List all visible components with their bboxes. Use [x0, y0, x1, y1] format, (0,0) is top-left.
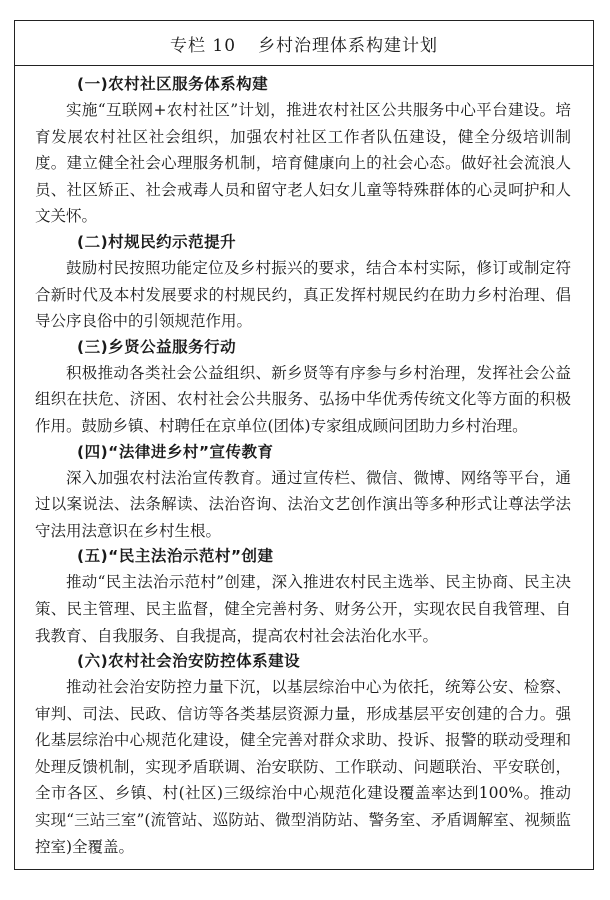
section-body: 推动“民主法治示范村”创建，深入推进农村民主选举、民主协商、民主决策、民主管理、民主监督，健全完善村务、财务公开，实现农民自我管理、自我教育、自我服务、自我提高，提高农村社会法治化水平。 [35, 573, 571, 645]
section-heading: (三)乡贤公益服务行动 [77, 337, 237, 356]
section-heading: (四)“法律进乡村”宣传教育 [77, 442, 274, 461]
box-title-bar [15, 21, 593, 66]
section-body: 积极推动各类社会公益组织、新乡贤等有序参与乡村治理，发挥社会公益组织在扶危、济困、农村社会公共服务、弘扬中华优秀传统文化等方面的积极作用。鼓励乡镇、村聘任在京单位(团体)专家组成顾问团助力乡村治理。 [35, 363, 571, 435]
section-4 [35, 440, 571, 545]
section-heading: (六)农村社会治安防控体系建设 [77, 652, 301, 671]
section-heading: (五)“民主法治示范村”创建 [77, 547, 274, 566]
section-body: 推动社会治安防控力量下沉，以基层综治中心为依托，统筹公安、检察、审判、司法、民政、信访等各类基层资源力量，形成基层平安创建的合力。强化基层综治中心规范化建设，健全完善对群众求助、投诉、报警的联动受理和处理反馈机制，实现矛盾联调、治安联防、工作联动、问题联治、平安联创，全市各区、乡镇、村(社区)三级综治中心规范化建设覆盖率达到100%。推动实现“三站三室”(流管站、巡防站、微型消防站、警务室、矛盾调解室、视频监控室)全覆盖。 [35, 678, 571, 856]
section-3 [35, 335, 571, 440]
section-heading: (一)农村社区服务体系构建 [77, 75, 269, 93]
section-6 [35, 649, 571, 860]
column-content [15, 66, 593, 860]
section-body: 实施“互联网+农村社区”计划，推进农村社区公共服务中心平台建设。培育发展农村社区社会组织，加强农村社区工作者队伍建设，健全分级培训制度。建立健全社会心理服务机制，培育健康向上的社会心态。做好社会流浪人员、社区矫正、社会戒毒人员和留守老人妇女儿童等特殊群体的心灵呵护和人文关怀。 [35, 101, 571, 226]
section-body: 鼓励村民按照功能定位及乡村振兴的要求，结合本村实际，修订或制定符合新时代及本村发展要求的村规民约，真正发挥村规民约在助力乡村治理、倡导公序良俗中的引领规范作用。 [35, 258, 571, 331]
section-2 [35, 230, 571, 335]
section-heading: (二)村规民约示范提升 [77, 232, 237, 251]
section-5 [35, 544, 571, 649]
section-1 [35, 72, 571, 230]
column-title: 乡村治理体系构建计划 [258, 35, 439, 56]
column-number: 专栏 10 [169, 35, 237, 56]
section-body: 深入加强农村法治宣传教育。通过宣传栏、微信、微博、网络等平台，通过以案说法、法条解读、法治咨询、法治文艺创作演出等多种形式让尊法学法守法用法意识在乡村生根。 [35, 468, 571, 540]
column-box [14, 20, 594, 870]
